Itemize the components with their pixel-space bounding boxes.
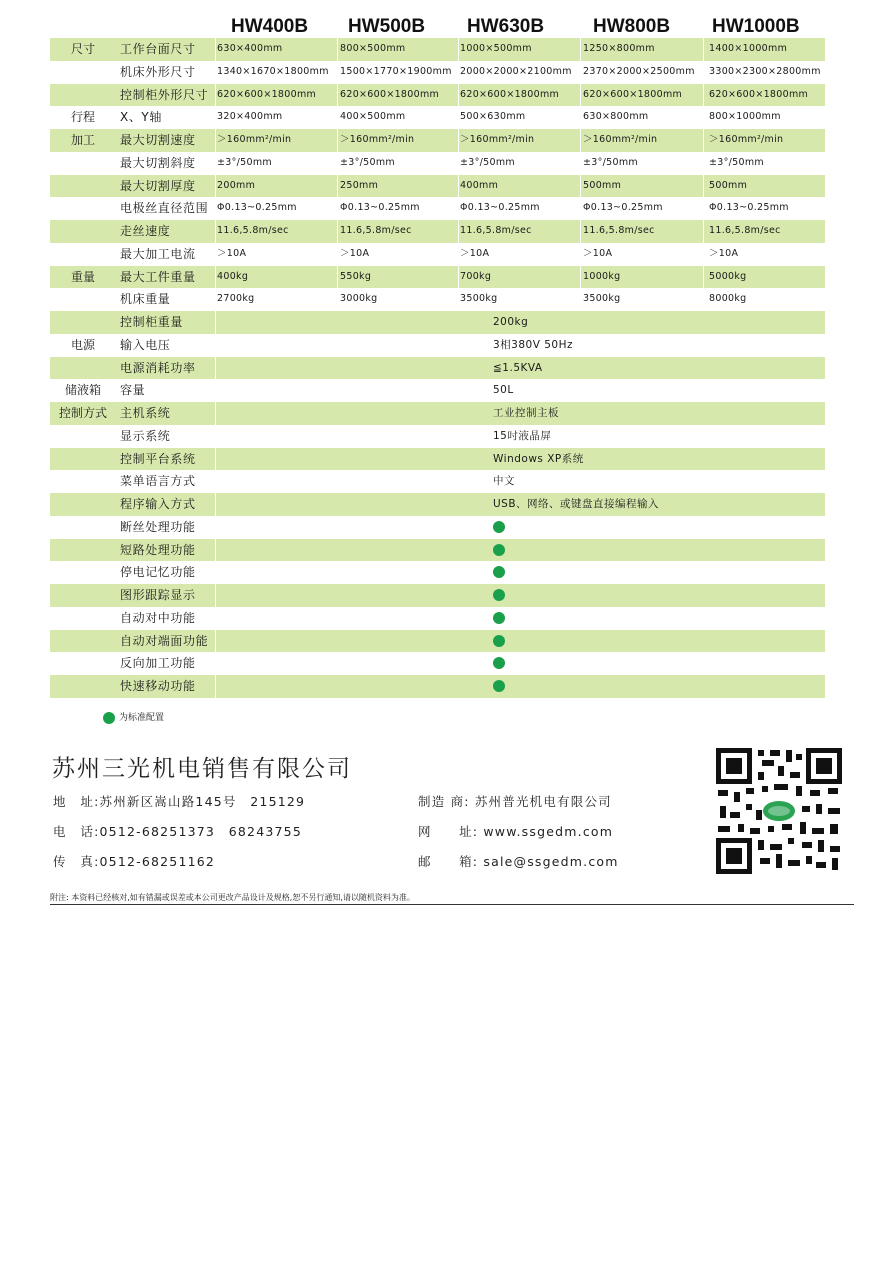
spec-row [50,129,825,152]
spec-value-hw1000b: Φ0.13~0.25mm [709,202,789,214]
spec-category [50,61,116,84]
spec-value-hw800b: 3500kg [583,293,621,305]
column-separator [458,288,459,311]
column-separator [215,220,216,243]
spec-row [50,402,825,425]
column-separator [215,266,216,289]
spec-value-hw1000b: 3300×2300×2800mm [709,65,821,77]
spec-row [50,516,825,539]
spec-item-label: 机床外形尺寸 [120,64,196,79]
column-separator [458,175,459,198]
spec-shared-value: 200kg [493,316,529,328]
spec-category [50,470,116,493]
spec-value-hw400b: 200mm [217,179,256,191]
standard-config-dot-icon [493,680,505,692]
spec-row [50,675,825,698]
column-separator [337,152,338,175]
spec-value-hw630b: 2000×2000×2100mm [460,65,572,77]
standard-config-dot-icon [493,589,505,601]
spec-category [50,584,116,607]
spec-value-hw800b: ＞160mm²/min [583,134,658,145]
legend [103,711,164,725]
spec-category [50,493,116,516]
column-separator [580,61,581,84]
column-separator [337,220,338,243]
footer-divider [50,904,854,905]
spec-item-label: 短路处理功能 [120,542,196,557]
column-separator [337,266,338,289]
spec-row [50,175,825,198]
spec-value-hw1000b: 800×1000mm [709,111,781,123]
spec-value-hw400b: ＞160mm²/min [217,134,292,145]
spec-item-label: 机床重量 [120,292,171,307]
column-separator [458,243,459,266]
company-email[interactable]: 邮 箱: sale@ssgedm.com [418,854,619,869]
column-separator [337,61,338,84]
column-separator [215,84,216,107]
spec-row [50,152,825,175]
spec-value-hw1000b: ±3°/50mm [709,156,764,168]
spec-value-hw630b: 11.6,5.8m/sec [460,225,532,236]
model-header-hw400b: HW400B [231,16,309,37]
spec-item-label: 最大切割速度 [120,133,196,147]
legend-text: 为标准配置 [119,713,165,723]
standard-config-dot-icon [493,521,505,533]
spec-value-hw500b: Φ0.13~0.25mm [340,202,420,214]
spec-value-hw500b: 3000kg [340,293,378,305]
model-header-hw800b: HW800B [593,16,671,37]
column-separator [703,84,704,107]
spec-shared-value: 15吋液晶屏 [493,429,552,442]
spec-value-hw800b: 1250×800mm [583,43,655,54]
standard-config-dot-icon [493,635,505,647]
column-separator [337,243,338,266]
spec-value-hw1000b: ＞160mm²/min [709,134,784,145]
column-separator [215,539,216,562]
model-header-hw500b: HW500B [348,16,426,37]
spec-category [50,243,116,266]
spec-category [50,220,116,243]
spec-row [50,197,825,220]
spec-item-label: 控制柜外形尺寸 [120,87,209,102]
column-separator [458,129,459,152]
column-separator [580,197,581,220]
column-separator [215,425,216,448]
column-separator [215,61,216,84]
standard-config-dot-icon [493,566,505,578]
spec-shared-value: 3相380V 50Hz [493,338,574,351]
spec-value-hw630b: 3500kg [460,293,498,305]
column-separator [580,288,581,311]
spec-item-label: 快速移动功能 [120,679,196,693]
spec-value-hw400b: 620×600×1800mm [217,88,317,100]
spec-item-label: X、Y轴 [120,110,162,125]
spec-value-hw500b: 11.6,5.8m/sec [340,225,412,236]
spec-table [50,38,825,698]
column-separator [580,175,581,198]
spec-category [50,675,116,698]
spec-row [50,630,825,653]
column-separator [337,84,338,107]
spec-value-hw1000b: 11.6,5.8m/sec [709,225,781,236]
spec-category [50,516,116,539]
column-separator [580,152,581,175]
spec-category [50,448,116,471]
spec-item-label: 电极丝直径范围 [120,201,209,216]
spec-value-hw500b: ±3°/50mm [340,156,395,168]
column-separator [337,288,338,311]
spec-item-label: 自动对端面功能 [120,633,209,648]
spec-row [50,539,825,562]
spec-value-hw400b: 320×400mm [217,111,283,123]
column-separator [458,152,459,175]
column-separator [215,584,216,607]
spec-item-label: 电源消耗功率 [120,360,196,375]
spec-category: 加工 [70,133,95,147]
spec-category [50,425,116,448]
spec-row [50,357,825,380]
column-separator [215,129,216,152]
spec-value-hw630b: 620×600×1800mm [460,88,560,100]
spec-item-label: 停电记忆功能 [120,565,196,580]
spec-row [50,243,825,266]
spec-value-hw400b: 400kg [217,270,249,282]
column-separator [580,266,581,289]
spec-value-hw800b: 500mm [583,179,622,191]
spec-row [50,425,825,448]
spec-value-hw1000b: 620×600×1800mm [709,88,809,100]
spec-item-label: 断丝处理功能 [120,519,196,534]
column-separator [703,243,704,266]
spec-shared-value: 中文 [493,475,515,488]
column-separator [215,448,216,471]
spec-value-hw630b: Φ0.13~0.25mm [460,202,540,214]
column-separator [458,220,459,243]
spec-value-hw400b: 11.6,5.8m/sec [217,225,289,236]
column-separator [580,243,581,266]
spec-value-hw500b: ＞10A [340,247,370,259]
spec-category: 电源 [70,337,95,352]
spec-item-label: 图形跟踪显示 [120,588,196,602]
spec-row [50,448,825,471]
column-separator [337,106,338,129]
spec-value-hw630b: 500×630mm [460,111,526,123]
spec-category: 尺寸 [70,42,95,56]
column-separator [703,288,704,311]
spec-value-hw800b: ±3°/50mm [583,156,638,168]
spec-value-hw800b: 630×800mm [583,111,649,123]
column-separator [215,175,216,198]
column-separator [215,106,216,129]
company-name: 苏州三光机电销售有限公司 [52,756,352,782]
spec-item-label: 自动对中功能 [120,610,196,625]
column-separator [215,152,216,175]
spec-row [50,288,825,311]
spec-category: 储液箱 [64,383,101,398]
spec-value-hw1000b: 5000kg [709,270,747,282]
spec-item-label: 工作台面尺寸 [120,42,196,56]
column-separator [215,630,216,653]
spec-value-hw630b: ±3°/50mm [460,156,515,168]
column-separator [458,38,459,61]
spec-value-hw630b: 700kg [460,270,492,282]
spec-item-label: 显示系统 [120,428,171,443]
spec-row [50,106,825,129]
standard-config-dot-icon [493,612,505,624]
model-header-hw630b: HW630B [467,16,545,37]
spec-category [50,288,116,311]
column-separator [215,470,216,493]
spec-category [50,175,116,198]
spec-row [50,379,825,402]
spec-row [50,84,825,107]
column-separator [215,243,216,266]
spec-value-hw1000b: 8000kg [709,293,747,305]
spec-row [50,266,825,289]
spec-value-hw1000b: 1400×1000mm [709,43,788,54]
spec-item-label: 最大工件重量 [120,269,196,284]
company-phone: 电 话:0512-68251373 68243755 [53,824,302,839]
spec-value-hw800b: ＞10A [583,247,613,259]
spec-category: 行程 [70,110,95,125]
spec-value-hw800b: Φ0.13~0.25mm [583,202,663,214]
spec-item-label: 最大加工电流 [120,246,196,261]
column-separator [215,357,216,380]
spec-value-hw630b: 1000×500mm [460,43,532,54]
spec-shared-value: USB、网络、或键盘直接编程输入 [493,498,660,510]
spec-shared-value: ≦1.5KVA [493,361,543,374]
column-separator [337,175,338,198]
column-separator [215,607,216,630]
spec-category [50,561,116,584]
spec-value-hw500b: 800×500mm [340,43,406,54]
company-address: 地 址:苏州新区嵩山路145号 215129 [53,794,306,809]
spec-value-hw400b: 2700kg [217,293,255,305]
column-separator [580,106,581,129]
spec-category [50,197,116,220]
spec-row [50,470,825,493]
column-separator [215,561,216,584]
column-separator [580,220,581,243]
spec-value-hw500b: 250mm [340,179,379,191]
spec-category [50,152,116,175]
spec-item-label: 反向加工功能 [120,656,196,671]
column-separator [215,379,216,402]
spec-category [50,652,116,675]
spec-value-hw800b: 2370×2000×2500mm [583,65,695,77]
column-separator [580,129,581,152]
qr-code-icon [716,748,842,874]
spec-item-label: 菜单语言方式 [120,474,196,489]
column-separator [580,84,581,107]
company-website[interactable]: 网 址: www.ssgedm.com [418,824,614,839]
spec-item-label: 输入电压 [120,337,171,352]
spec-shared-value: 50L [493,384,514,397]
spec-value-hw500b: 400×500mm [340,111,406,123]
column-separator [215,516,216,539]
spec-item-label: 最大切割斜度 [120,155,196,170]
spec-value-hw500b: 550kg [340,270,372,282]
spec-item-label: 容量 [120,383,146,398]
spec-row [50,584,825,607]
spec-category: 控制方式 [58,406,107,420]
spec-value-hw500b: ＞160mm²/min [340,134,415,145]
spec-row [50,607,825,630]
spec-value-hw630b: ＞10A [460,247,490,259]
spec-value-hw1000b: ＞10A [709,247,739,259]
standard-config-dot-icon [103,712,115,724]
spec-category [50,630,116,653]
spec-row [50,493,825,516]
spec-value-hw630b: 400mm [460,179,499,191]
spec-value-hw500b: 620×600×1800mm [340,88,440,100]
spec-category: 重量 [70,269,95,284]
spec-value-hw400b: ＞10A [217,247,247,259]
column-separator [458,197,459,220]
footnote: 附注: 本资料已经核对,如有错漏或误差或本公司更改产品设计及规格,恕不另行通知,请以随机资料为准。 [50,893,415,902]
spec-category [50,539,116,562]
spec-value-hw400b: Φ0.13~0.25mm [217,202,297,214]
company-fax: 传 真:0512-68251162 [53,854,216,869]
column-separator [703,38,704,61]
spec-item-label: 主机系统 [120,406,171,420]
spec-category [50,607,116,630]
spec-value-hw400b: ±3°/50mm [217,156,272,168]
spec-value-hw800b: 11.6,5.8m/sec [583,225,655,236]
spec-row [50,220,825,243]
column-separator [458,61,459,84]
column-separator [458,84,459,107]
spec-row [50,561,825,584]
spec-item-label: 控制柜重量 [120,315,184,329]
column-separator [337,38,338,61]
column-separator [337,197,338,220]
column-separator [458,266,459,289]
column-separator [703,106,704,129]
spec-item-label: 程序输入方式 [120,497,196,511]
spec-row [50,311,825,334]
column-separator [703,152,704,175]
spec-category [50,311,116,334]
standard-config-dot-icon [493,657,505,669]
spec-row [50,38,825,61]
column-separator [215,197,216,220]
column-separator [215,288,216,311]
column-separator [703,129,704,152]
spec-value-hw800b: 620×600×1800mm [583,88,683,100]
column-separator [703,61,704,84]
company-maker: 制造 商: 苏州普光机电有限公司 [418,794,612,809]
spec-row [50,334,825,357]
spec-shared-value: 工业控制主板 [493,407,559,419]
column-separator [458,106,459,129]
spec-value-hw800b: 1000kg [583,270,621,282]
spec-item-label: 控制平台系统 [120,451,196,466]
column-separator [215,675,216,698]
column-separator [703,197,704,220]
spec-row [50,61,825,84]
spec-item-label: 最大切割厚度 [120,178,196,193]
column-separator [703,266,704,289]
spec-row [50,652,825,675]
spec-category [50,357,116,380]
spec-item-label: 走丝速度 [120,224,171,238]
standard-config-dot-icon [493,544,505,556]
spec-value-hw1000b: 500mm [709,179,748,191]
spec-value-hw400b: 630×400mm [217,43,283,54]
model-header-hw1000b: HW1000B [712,16,800,37]
column-separator [215,652,216,675]
column-separator [215,311,216,334]
spec-value-hw630b: ＞160mm²/min [460,134,535,145]
column-separator [580,38,581,61]
spec-category [50,84,116,107]
column-separator [215,402,216,425]
column-separator [215,38,216,61]
column-separator [703,220,704,243]
column-separator [337,129,338,152]
column-separator [703,175,704,198]
column-separator [215,493,216,516]
spec-shared-value: Windows XP系统 [493,452,584,465]
spec-value-hw400b: 1340×1670×1800mm [217,65,329,77]
spec-value-hw500b: 1500×1770×1900mm [340,65,452,77]
column-separator [215,334,216,357]
